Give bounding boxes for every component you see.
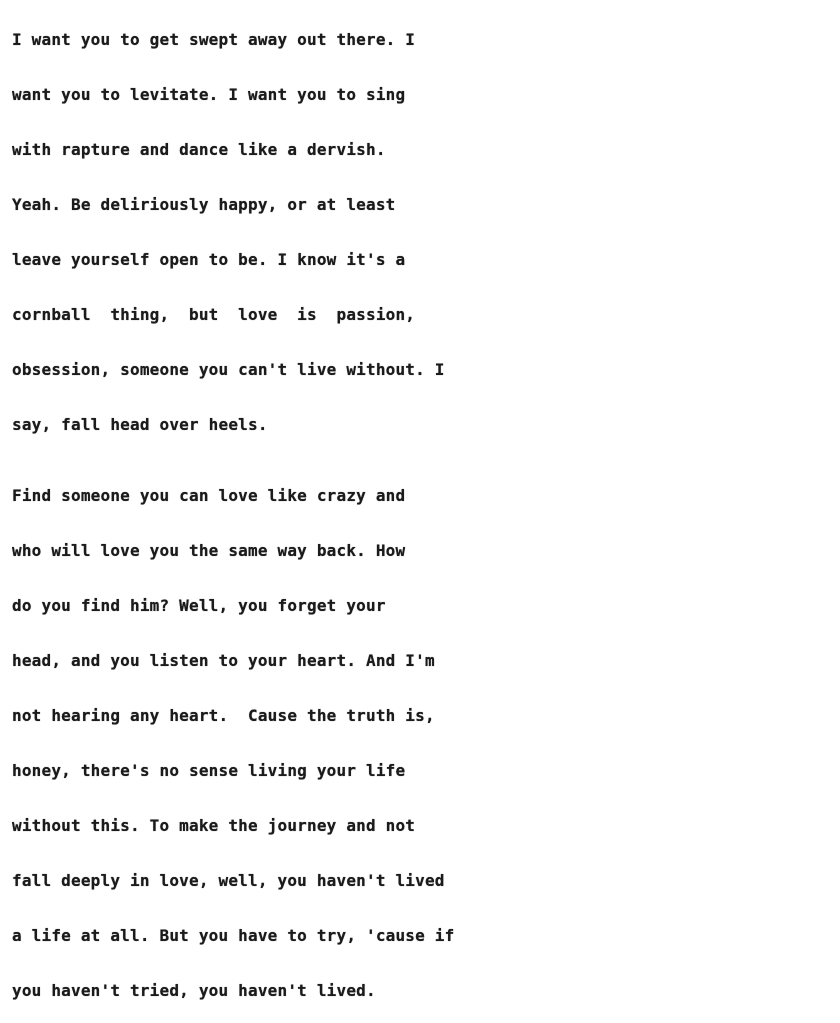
text-line: you haven't tried, you haven't lived. (12, 981, 376, 1000)
text-line: obsession, someone you can't live without. I (12, 360, 445, 379)
text-line: with rapture and dance like a dervish. (12, 140, 386, 159)
text-line: without this. To make the journey and not (12, 816, 416, 835)
text-line: fall deeply in love, well, you haven't lived (12, 871, 445, 890)
text-line: I want you to get swept away out there. I (12, 30, 416, 49)
text-line: head, and you listen to your heart. And I'm (12, 651, 435, 670)
text-line: Yeah. Be deliriously happy, or at least (12, 195, 396, 214)
text-line: want you to levitate. I want you to sing (12, 85, 406, 104)
text-line: cornball thing, but love is passion, (12, 305, 416, 324)
text-line: not hearing any heart. Cause the truth is, (12, 706, 435, 725)
text-line: do you find him? Well, you forget your (12, 596, 386, 615)
text-line: leave yourself open to be. I know it's a (12, 250, 406, 269)
text-line: honey, there's no sense living your life (12, 761, 406, 780)
paragraph-2 (12, 468, 832, 1018)
text-line: a life at all. But you have to try, 'cause if (12, 926, 455, 945)
text-line: Find someone you can love like crazy and (12, 486, 406, 505)
text-line: say, fall head over heels. (12, 415, 268, 434)
paragraph-1 (12, 12, 832, 452)
text-line: who will love you the same way back. How (12, 541, 406, 560)
